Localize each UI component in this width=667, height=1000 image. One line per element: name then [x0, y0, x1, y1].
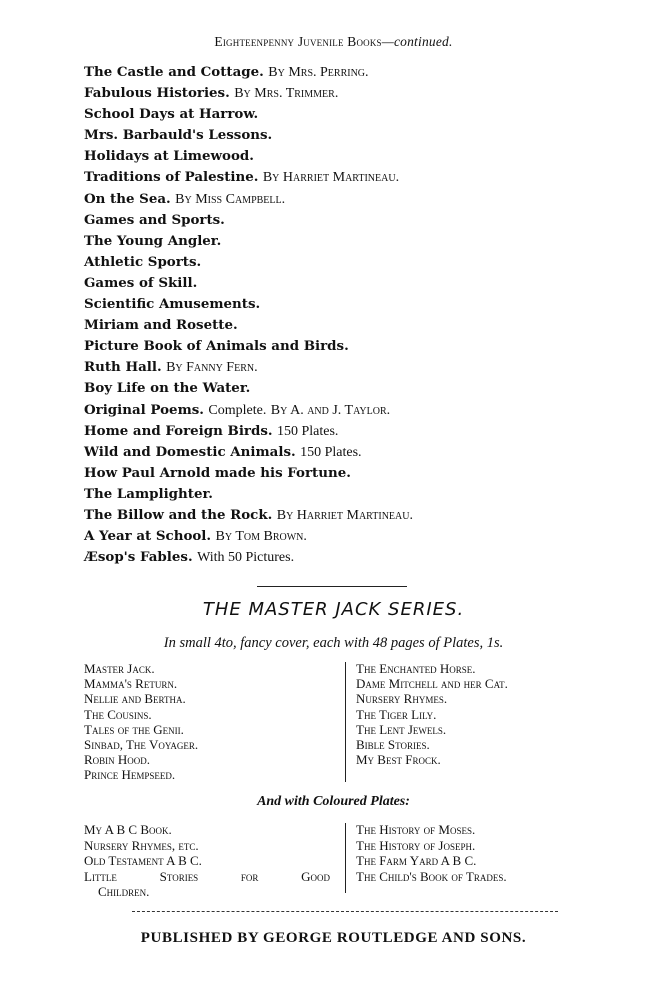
- book-entry: [84, 125, 644, 146]
- column-divider: [345, 823, 346, 893]
- series-title-item: The Cousins.: [84, 706, 152, 722]
- book-list: [84, 62, 644, 568]
- book-entry: [84, 421, 644, 442]
- book-entry: [84, 484, 644, 505]
- series-title-item: Nursery Rhymes.: [356, 691, 448, 707]
- book-note: 150 Plates.: [276, 423, 339, 439]
- column-divider: [345, 662, 346, 782]
- book-entry: [84, 400, 644, 421]
- book-title: How Paul Arnold made his Fortune.: [84, 464, 351, 481]
- book-entry: [84, 189, 644, 210]
- series-title-item: Master Jack.: [84, 661, 155, 676]
- book-entry: [84, 336, 644, 357]
- series-title-item: My Best Frock.: [356, 752, 441, 768]
- title-word: Good: [301, 868, 330, 884]
- coloured-plates-heading: And with Coloured Plates:: [257, 794, 410, 809]
- series-title-item: The Tiger Lily.: [356, 706, 437, 722]
- coloured-title-item: Nursery Rhymes, etc.: [84, 837, 199, 853]
- book-title: Games of Skill.: [84, 274, 198, 291]
- book-title: Wild and Domestic Animals.: [84, 443, 296, 460]
- book-note: 150 Plates.: [300, 444, 362, 460]
- series-title-item: Prince Hempseed.: [84, 767, 176, 783]
- title-word: for: [240, 868, 259, 884]
- book-author: By A. and J. Taylor.: [270, 402, 391, 418]
- book-title: On the Sea.: [84, 190, 171, 207]
- book-author: By Fanny Fern.: [166, 360, 258, 376]
- series-title-item: Sinbad, The Voyager.: [84, 736, 199, 752]
- series-title-item: Nellie and Bertha.: [84, 691, 186, 707]
- book-title: Æsop's Fables.: [84, 549, 193, 566]
- book-title: Games and Sports.: [84, 211, 225, 228]
- coloured-title-item: The History of Joseph.: [356, 837, 476, 853]
- series-title-item: Mamma's Return.: [84, 676, 178, 692]
- book-title: Miriam and Rosette.: [84, 317, 238, 334]
- book-entry: [84, 505, 644, 526]
- book-title: School Days at Harrow.: [84, 106, 259, 123]
- book-entry: [84, 378, 644, 399]
- coloured-title-item: The Child's Book of Trades.: [356, 868, 507, 884]
- book-title: Mrs. Barbauld's Lessons.: [84, 127, 273, 144]
- book-title: A Year at School.: [84, 528, 212, 545]
- footer-divider: [132, 911, 558, 912]
- series-title-item: Tales of the Genii.: [84, 721, 184, 737]
- book-title: Athletic Sports.: [84, 253, 202, 270]
- book-title: The Billow and the Rock.: [84, 506, 273, 523]
- book-author: By Miss Campbell.: [175, 191, 286, 207]
- coloured-title-item: [84, 869, 330, 885]
- series-title-item: Robin Hood.: [84, 752, 151, 768]
- book-author: By Mrs. Trimmer.: [234, 86, 339, 102]
- book-entry: [84, 104, 644, 125]
- book-note: Complete.: [208, 402, 267, 418]
- book-title: Scientific Amusements.: [84, 296, 261, 313]
- book-title: Holidays at Limewood.: [84, 148, 254, 165]
- book-title: Picture Book of Animals and Birds.: [84, 338, 349, 355]
- coloured-left-column: [84, 822, 330, 900]
- page-header: [0, 34, 667, 50]
- series-left-column: [84, 661, 198, 783]
- book-entry: [84, 315, 644, 336]
- book-note: With 50 Pictures.: [197, 550, 295, 566]
- book-entry: [84, 357, 644, 378]
- coloured-title-item: The Farm Yard A B C.: [356, 853, 477, 868]
- coloured-title-item: My A B C Book.: [84, 822, 172, 837]
- book-entry: [84, 526, 644, 547]
- book-title: Ruth Hall.: [84, 359, 162, 376]
- book-title: The Young Angler.: [84, 232, 222, 249]
- book-entry: [84, 146, 644, 167]
- coloured-title-item: The History of Moses.: [356, 822, 476, 837]
- header-continued: —continued.: [381, 34, 453, 49]
- coloured-title-item: Old Testament A B C.: [84, 853, 202, 868]
- book-entry: [84, 273, 644, 294]
- title-word: Stories: [159, 868, 199, 884]
- publisher-imprint: PUBLISHED BY GEORGE ROUTLEDGE AND SONS.: [140, 930, 527, 946]
- series-subtitle: In small 4to, fancy cover, each with 48 pages of Plates, 1s.: [163, 635, 504, 651]
- book-entry: [84, 294, 644, 315]
- book-entry: [84, 62, 644, 83]
- coloured-title-continuation: Children.: [98, 884, 150, 899]
- series-right-column: [356, 661, 508, 767]
- book-title: Fabulous Histories.: [84, 85, 230, 102]
- book-title: Home and Foreign Birds.: [84, 422, 273, 439]
- book-entry: [84, 83, 644, 104]
- book-entry: [84, 252, 644, 273]
- header-title: Eighteenpenny Juvenile Books: [214, 34, 382, 49]
- book-title: Boy Life on the Water.: [84, 380, 251, 397]
- book-author: By Tom Brown.: [215, 529, 307, 545]
- book-entry: [84, 167, 644, 188]
- title-word: Little: [84, 868, 117, 884]
- book-title: Original Poems.: [84, 401, 204, 418]
- book-author: By Mrs. Perring.: [268, 65, 369, 80]
- book-entry: [84, 210, 644, 231]
- book-title: The Lamplighter.: [84, 485, 213, 502]
- series-title-item: Dame Mitchell and her Cat.: [356, 676, 508, 692]
- book-title: Traditions of Palestine.: [84, 169, 259, 186]
- series-title-item: Bible Stories.: [356, 736, 430, 752]
- book-entry: [84, 231, 644, 252]
- series-title-item: The Enchanted Horse.: [356, 661, 476, 676]
- series-title-item: The Lent Jewels.: [356, 721, 447, 737]
- book-entry: [84, 442, 644, 463]
- section-divider: [257, 586, 407, 587]
- book-author: By Harriet Martineau.: [276, 507, 413, 523]
- coloured-right-column: [356, 822, 507, 884]
- book-author: By Harriet Martineau.: [262, 170, 400, 186]
- book-title: The Castle and Cottage.: [84, 64, 264, 80]
- series-title: THE MASTER JACK SERIES.: [202, 599, 465, 620]
- book-entry: [84, 547, 644, 568]
- book-entry: [84, 463, 644, 484]
